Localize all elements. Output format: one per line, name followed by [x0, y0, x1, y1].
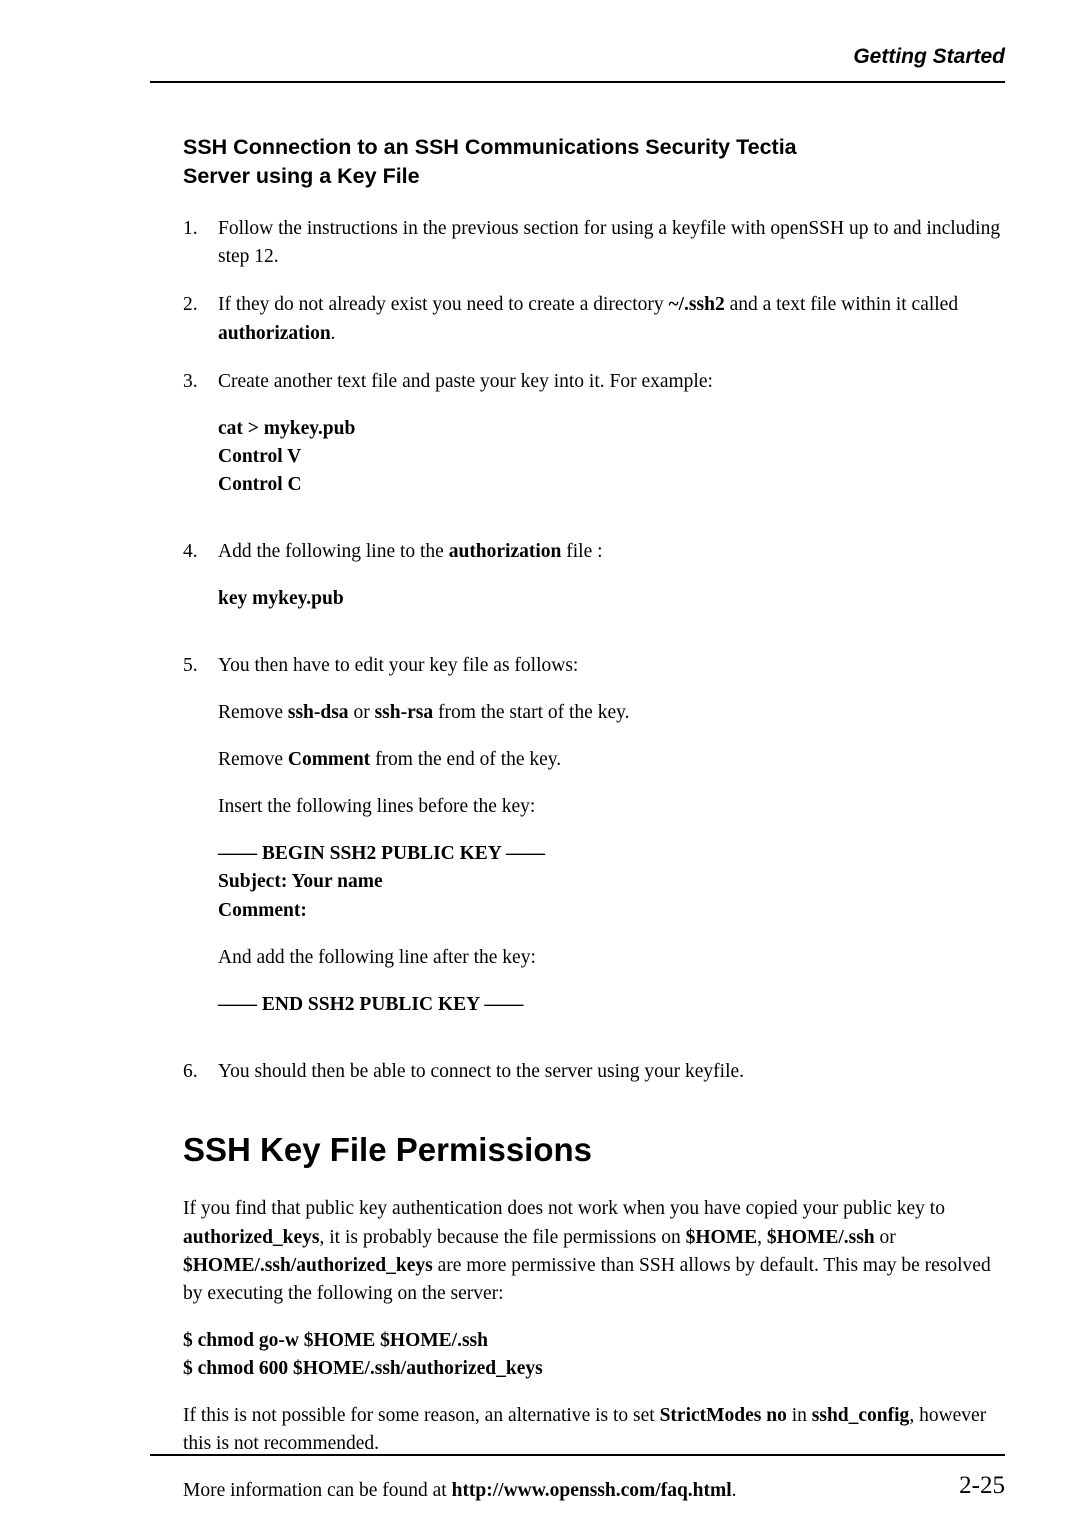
step-paragraph: Insert the following lines before the key: [218, 796, 536, 818]
code-block [218, 991, 1005, 1019]
code-line: Subject: Your name [218, 871, 383, 893]
step-paragraph: Remove ssh-dsa or ssh-rsa from the start of the key. [218, 702, 630, 724]
running-header [150, 0, 1005, 83]
page-content [150, 133, 1005, 1505]
step-4 [183, 538, 1005, 632]
step-body [218, 368, 1005, 518]
step-number: 4. [183, 540, 198, 562]
step-body [218, 215, 1005, 271]
step-3 [183, 368, 1005, 518]
step-body [218, 652, 1005, 1038]
code-block [183, 1327, 1005, 1383]
code-line: $ chmod go-w $HOME $HOME/.ssh [183, 1329, 488, 1351]
step-text: You then have to edit your key file as follows: [218, 655, 579, 677]
step-number: 1. [183, 218, 198, 240]
content-frame [150, 0, 1005, 1524]
code-line: —— END SSH2 PUBLIC KEY —— [218, 993, 524, 1015]
step-number: 3. [183, 370, 198, 392]
code-line: $ chmod 600 $HOME/.ssh/authorized_keys [183, 1357, 543, 1379]
code-line: Control V [218, 445, 302, 467]
page-footer [150, 1454, 1005, 1504]
step-1 [183, 215, 1005, 271]
step-5 [183, 652, 1005, 1038]
body-paragraph: More information can be found at http://www.openssh.com/faq.html. [183, 1480, 737, 1502]
page-number: 2-25 [959, 1472, 1005, 1499]
body-paragraph: If you find that public key authentication does not work when you have copied your public key to authorized_keys, it is probably because the file permissions on $HOME, $HOME/.ssh or $HOME/.ssh/authorized_keys are more permissive than SSH allows by default. This may be resolved by executing the following on the server: [183, 1198, 991, 1304]
step-number: 6. [183, 1060, 198, 1082]
step-text: If they do not already exist you need to create a directory ~/.ssh2 and a text file within it called authorization. [218, 294, 959, 344]
step-text: Follow the instructions in the previous section for using a keyfile with openSSH up to and including step 12. [218, 218, 1001, 268]
section-heading-line2: Server using a Key File [183, 164, 420, 189]
code-block [218, 585, 1005, 613]
step-6 [183, 1058, 1005, 1086]
step-text: You should then be able to connect to the server using your keyfile. [218, 1060, 745, 1082]
step-body [218, 291, 1005, 347]
code-line: cat > mykey.pub [218, 417, 356, 439]
code-line: —— BEGIN SSH2 PUBLIC KEY —— [218, 843, 546, 865]
step-number: 5. [183, 655, 198, 677]
section-heading [183, 133, 1005, 191]
body-paragraph: If this is not possible for some reason, an alternative is to set StrictModes no in sshd_config, however this is not recommended. [183, 1404, 987, 1454]
step-text: Create another text file and paste your key into it. For example: [218, 370, 713, 392]
step-body [218, 538, 1005, 632]
step-text: Add the following line to the authorization file : [218, 540, 603, 562]
code-block [218, 415, 1005, 499]
step-number: 2. [183, 294, 198, 316]
running-header-title: Getting Started [853, 45, 1005, 68]
section-heading-line1: SSH Connection to an SSH Communications Security Tectia [183, 135, 797, 160]
code-line: key mykey.pub [218, 587, 344, 609]
code-line: Control C [218, 473, 302, 495]
page-heading: SSH Key File Permissions [183, 1130, 593, 1168]
code-block [218, 840, 1005, 924]
code-line: Comment: [218, 899, 307, 921]
step-body [218, 1058, 1005, 1086]
step-paragraph: And add the following line after the key: [218, 946, 536, 968]
step-paragraph: Remove Comment from the end of the key. [218, 749, 562, 771]
step-2 [183, 291, 1005, 347]
